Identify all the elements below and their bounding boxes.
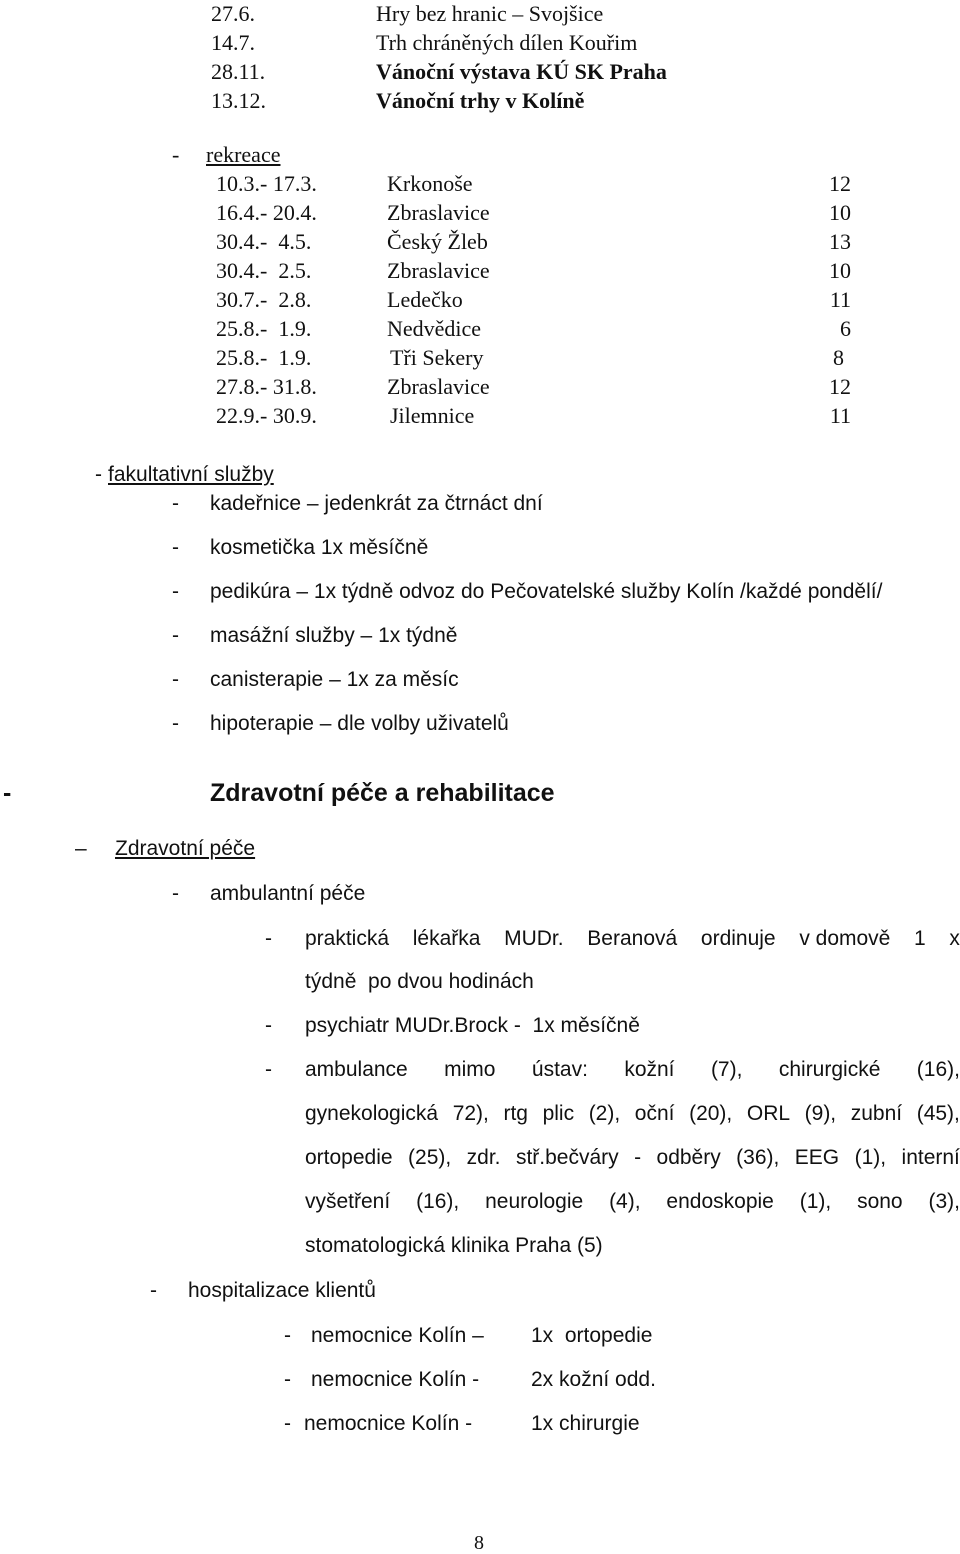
list-item: hipoterapie – dle volby uživatelů: [210, 712, 509, 735]
bullet-dash: -: [172, 668, 179, 691]
bullet-dash: –: [75, 837, 87, 860]
bullet-dash: -: [284, 1368, 291, 1391]
practitioner-line-continued: týdně po dvou hodinách: [305, 970, 534, 993]
event-date: 14.7.: [211, 30, 255, 55]
hospital-what: 1x chirurgie: [531, 1412, 640, 1435]
word: 72),: [452, 1102, 489, 1125]
word: mimo: [444, 1058, 496, 1081]
word: interní: [901, 1146, 960, 1169]
word: (1),: [799, 1190, 832, 1213]
recreation-count: 10: [829, 200, 851, 225]
event-name: Vánoční trhy v Kolíně: [376, 88, 585, 113]
word: x: [949, 927, 960, 950]
event-date: 28.11.: [211, 59, 266, 84]
event-date: 13.12.: [211, 88, 266, 113]
section-label-optional-services: fakultativní služby: [108, 463, 274, 486]
page-number: 8: [474, 1532, 484, 1554]
list-item: pedikúra – 1x týdně odvoz do Pečovatelské služby Kolín /každé pondělí/: [210, 580, 883, 603]
word: stř.bečváry: [515, 1146, 619, 1169]
hospital-what: 2x kožní odd.: [531, 1368, 656, 1391]
recreation-count: 8: [833, 345, 844, 370]
recreation-count: 12: [829, 374, 851, 399]
word: v domově: [799, 927, 891, 950]
bullet-dash: -: [172, 624, 179, 647]
recreation-place: Tři Sekery: [390, 345, 484, 370]
word: ordinuje: [700, 927, 776, 950]
bullet-dash: -: [284, 1324, 291, 1347]
bullet-dash: -: [265, 1058, 272, 1081]
subsection-label-health-care: Zdravotní péče: [115, 837, 256, 860]
recreation-dates: 30.7.- 2.8.: [216, 287, 312, 312]
bullet-dash: -: [172, 580, 179, 603]
word: EEG: [794, 1146, 840, 1169]
word: endoskopie: [666, 1190, 774, 1213]
bullet-dash: -: [265, 927, 272, 950]
recreation-dates: 16.4.- 20.4.: [216, 200, 317, 225]
hospitalization-label: hospitalizace klientů: [188, 1279, 376, 1302]
word: ORL: [746, 1102, 791, 1125]
bullet-dash: -: [172, 712, 179, 735]
bullet-dash: -: [172, 536, 179, 559]
hospital-where: nemocnice Kolín -: [304, 1412, 473, 1435]
recreation-count: 10: [829, 258, 851, 283]
word: lékařka: [412, 927, 481, 950]
recreation-place: Krkonoše: [387, 171, 473, 196]
word: oční: [634, 1102, 675, 1125]
bullet-dash: -: [172, 142, 180, 167]
list-item: kosmetička 1x měsíčně: [210, 536, 429, 559]
word: gynekologická: [305, 1102, 439, 1125]
word: chirurgické: [778, 1058, 881, 1081]
word: ortopedie: [305, 1146, 393, 1169]
word: (25),: [408, 1146, 452, 1169]
event-name: Hry bez hranic – Svojšice: [376, 1, 604, 26]
word: (9),: [804, 1102, 837, 1125]
hospital-what: 1x ortopedie: [531, 1324, 653, 1347]
word: ústav:: [531, 1058, 588, 1081]
word: praktická: [305, 927, 390, 950]
outpatient-line: [305, 1147, 960, 1168]
outpatient-line: [305, 1059, 960, 1080]
bullet-dash: -: [284, 1412, 291, 1435]
word: (45),: [916, 1102, 960, 1125]
word: Beranová: [587, 927, 678, 950]
section-label-recreation: rekreace: [206, 142, 281, 167]
hospital-where: nemocnice Kolín -: [311, 1368, 480, 1391]
recreation-place: Český Žleb: [387, 229, 488, 254]
word: zdr.: [466, 1146, 501, 1169]
recreation-dates: 30.4.- 2.5.: [216, 258, 312, 283]
list-item: canisterapie – 1x za měsíc: [210, 668, 459, 691]
bullet-dash: -: [172, 492, 179, 515]
word: (2),: [588, 1102, 621, 1125]
word: (20),: [689, 1102, 733, 1125]
psychiatrist-line: psychiatr MUDr.Brock - 1x měsíčně: [305, 1014, 640, 1037]
recreation-place: Zbraslavice: [387, 200, 490, 225]
recreation-place: Jilemnice: [390, 403, 475, 428]
recreation-place: Zbraslavice: [387, 258, 490, 283]
bullet-dash: -: [150, 1279, 157, 1302]
word: (36),: [736, 1146, 780, 1169]
recreation-dates: 25.8.- 1.9.: [216, 316, 312, 341]
word: (16),: [916, 1058, 960, 1081]
word: (3),: [928, 1190, 960, 1213]
section-heading-health-care: Zdravotní péče a rehabilitace: [210, 779, 555, 807]
word: -: [634, 1146, 642, 1169]
recreation-count: 12: [829, 171, 851, 196]
bullet-dash: -: [172, 882, 179, 905]
recreation-place: Ledečko: [387, 287, 463, 312]
recreation-count: 13: [829, 229, 851, 254]
recreation-dates: 27.8.- 31.8.: [216, 374, 317, 399]
bullet-dash: -: [3, 779, 12, 807]
ambulatory-care-label: ambulantní péče: [210, 882, 366, 905]
recreation-dates: 22.9.- 30.9.: [216, 403, 317, 428]
recreation-count: 11: [829, 403, 851, 428]
word: (16),: [416, 1190, 460, 1213]
list-item: kadeřnice – jedenkrát za čtrnáct dní: [210, 492, 543, 515]
outpatient-line: [305, 1191, 960, 1212]
bullet-dash: -: [265, 1014, 272, 1037]
word: zubní: [850, 1102, 903, 1125]
word: sono: [857, 1190, 903, 1213]
recreation-place: Zbraslavice: [387, 374, 490, 399]
bullet-dash: -: [95, 463, 102, 486]
recreation-dates: 10.3.- 17.3.: [216, 171, 317, 196]
outpatient-line: [305, 1103, 960, 1124]
word: plic: [542, 1102, 575, 1125]
word: ambulance: [305, 1058, 408, 1081]
word: (7),: [710, 1058, 743, 1081]
word: (4),: [609, 1190, 641, 1213]
recreation-dates: 25.8.- 1.9.: [216, 345, 312, 370]
word: rtg: [503, 1102, 528, 1125]
practitioner-line: [305, 928, 960, 949]
recreation-dates: 30.4.- 4.5.: [216, 229, 312, 254]
event-name: Trh chráněných dílen Kouřim: [376, 30, 638, 55]
word: MUDr.: [504, 927, 564, 950]
word: 1: [914, 927, 926, 950]
word: (1),: [854, 1146, 887, 1169]
hospital-where: nemocnice Kolín –: [311, 1324, 484, 1347]
recreation-count: 6: [840, 316, 851, 341]
word: vyšetření: [305, 1190, 391, 1213]
outpatient-line-last: stomatologická klinika Praha (5): [305, 1234, 603, 1257]
word: kožní: [624, 1058, 675, 1081]
recreation-count: 11: [829, 287, 851, 312]
event-name: Vánoční výstava KÚ SK Praha: [376, 59, 667, 84]
list-item: masážní služby – 1x týdně: [210, 624, 458, 647]
recreation-place: Nedvědice: [387, 316, 482, 341]
word: odběry: [656, 1146, 721, 1169]
word: neurologie: [485, 1190, 584, 1213]
event-date: 27.6.: [211, 1, 255, 26]
